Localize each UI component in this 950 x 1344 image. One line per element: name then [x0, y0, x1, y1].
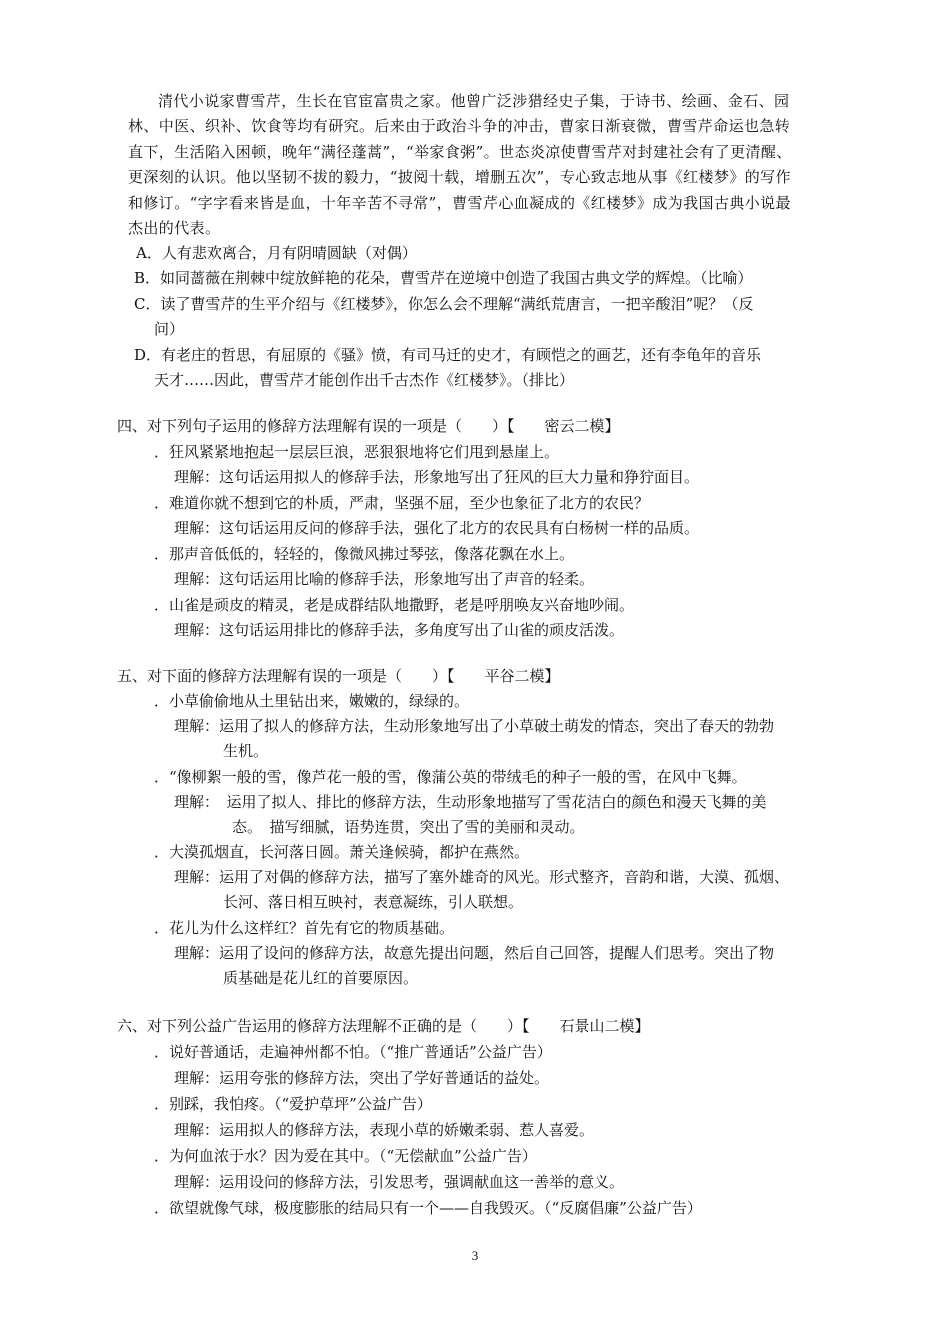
q5-item: ．小草偷偷地从土里钻出来，嫩嫩的，绿绿的。 — [154, 692, 470, 710]
q5-explanation-cont: 态。 描写细腻，语势连贯，突出了雪的美丽和灵动。 — [232, 818, 585, 836]
passage-line: 杰出的代表。 — [128, 219, 221, 237]
option-a: A．人有悲欢离合，月有阴晴圆缺（对偶） — [136, 244, 417, 262]
passage-line: 直下，生活陷入困顿，晚年“满径蓬蒿”，“举家食粥”。世态炎凉使曹雪芹对封建社会有了更清醒、 — [128, 143, 792, 161]
q4-item: ．狂风紧紧地抱起一层层巨浪，恶狠狠地将它们甩到悬崖上。 — [154, 443, 560, 461]
q5-explanation: 理解：运用了设问的修辞方法，故意先提出问题，然后自己回答，提醒人们思考。突出了物 — [174, 944, 775, 962]
q5-explanation: 理解：运用了对偶的修辞方法，描写了塞外雄奇的风光。形式整齐，音韵和谐，大漠、孤烟、 — [174, 868, 790, 886]
q6-item: ．为何血浓于水？因为爱在其中。（“无偿献血”公益广告） — [154, 1147, 537, 1165]
q4-item: ．那声音低低的，轻轻的，像微风拂过琴弦，像落花飘在水上。 — [154, 545, 575, 563]
q4-explanation: 理解：这句话运用排比的修辞手法，多角度写出了山雀的顽皮活泼。 — [174, 621, 625, 639]
q5-explanation-cont: 长河、落日相互映衬，表意凝练，引人联想。 — [223, 893, 524, 911]
q6-explanation: 理解：运用设问的修辞方法，引发思考，强调献血这一善举的意义。 — [174, 1173, 625, 1191]
q5-item: ．“像柳絮一般的雪，像芦花一般的雪，像蒲公英的带绒毛的种子一般的雪，在风中飞舞。 — [154, 768, 747, 786]
option-c: C．读了曹雪芹的生平介绍与《红楼梦》，你怎么会不理解“满纸荒唐言，一把辛酸泪”呢？（反 — [134, 295, 754, 313]
q6-explanation: 理解：运用夸张的修辞方法，突出了学好普通话的益处。 — [174, 1069, 550, 1087]
q5-explanation: 理解： 运用了拟人、排比的修辞方法，生动形象地描写了雪花洁白的颜色和漫天飞舞的美 — [174, 793, 767, 811]
question-4-title: 四、对下列句子运用的修辞方法理解有误的一项是（ ）【 密云二模】 — [117, 417, 620, 435]
q5-explanation-cont: 质基础是花儿红的首要原因。 — [223, 969, 419, 987]
q6-item: ．欲望就像气球，极度膨胀的结局只有一个——自我毁灭。（“反腐倡廉”公益广告） — [154, 1199, 702, 1217]
q5-explanation-cont: 生机。 — [223, 742, 269, 760]
q4-item: ．山雀是顽皮的精灵，老是成群结队地撒野，老是呼朋唤友兴奋地吵闹。 — [154, 596, 635, 614]
question-6-title: 六、对下列公益广告运用的修辞方法理解不正确的是（ ）【 石景山二模】 — [117, 1017, 650, 1035]
passage-line: 更深刻的认识。他以坚韧不拔的毅力，“披阅十载，增删五次”，专心致志地从事《红楼梦》的写作 — [128, 168, 791, 186]
option-d: D．有老庄的哲思，有屈原的《骚》愤，有司马迁的史才，有顾恺之的画艺，还有李龟年的音乐 — [134, 346, 762, 364]
q4-explanation: 理解：这句话运用比喻的修辞手法，形象地写出了声音的轻柔。 — [174, 570, 595, 588]
page-number: 3 — [471, 1248, 479, 1263]
option-d-cont: 天才……因此，曹雪芹才能创作出千古杰作《红楼梦》。（排比） — [154, 371, 575, 389]
q6-item: ．说好普通话，走遍神州都不怕。（“推广普通话”公益广告） — [154, 1043, 552, 1061]
option-b: B．如同蔷薇在荆棘中绽放鲜艳的花朵，曹雪芹在逆境中创造了我国古典文学的辉煌。（比喻） — [134, 269, 753, 287]
passage-line: 林、中医、织补、饮食等均有研究。后来由于政治斗争的冲击，曹家日渐衰微，曹雪芹命运也急转 — [128, 117, 791, 135]
q6-item: ．别踩，我怕疼。（“爱护草坪”公益广告） — [154, 1095, 432, 1113]
q5-explanation: 理解：运用了拟人的修辞方法，生动形象地写出了小草破土萌发的情态，突出了春天的勃勃 — [174, 717, 775, 735]
q5-item: ．大漠孤烟直，长河落日圆。萧关逢候骑，都护在燕然。 — [154, 843, 530, 861]
q4-explanation: 理解：这句话运用反问的修辞手法，强化了北方的农民具有白杨树一样的品质。 — [174, 519, 700, 537]
passage-line: 清代小说家曹雪芹，生长在官宦富贵之家。他曾广泛涉猎经史子集，于诗书、绘画、金石、园 — [158, 92, 790, 110]
passage-line: 和修订。“字字看来皆是血，十年辛苦不寻常”，曹雪芹心血凝成的《红楼梦》成为我国古典小说最 — [128, 194, 791, 212]
q5-item: ．花儿为什么这样红？首先有它的物质基础。 — [154, 919, 455, 937]
question-5-title: 五、对下面的修辞方法理解有误的一项是（ ）【 平谷二模】 — [117, 667, 560, 685]
q4-explanation: 理解：这句话运用拟人的修辞手法，形象地写出了狂风的巨大力量和狰狞面目。 — [174, 468, 700, 486]
q6-explanation: 理解：运用拟人的修辞方法，表现小草的娇嫩柔弱、惹人喜爱。 — [174, 1121, 595, 1139]
q4-item: ．难道你就不想到它的朴质，严肃，坚强不屈，至少也象征了北方的农民？ — [154, 494, 650, 512]
option-c-cont: 问） — [154, 320, 185, 338]
